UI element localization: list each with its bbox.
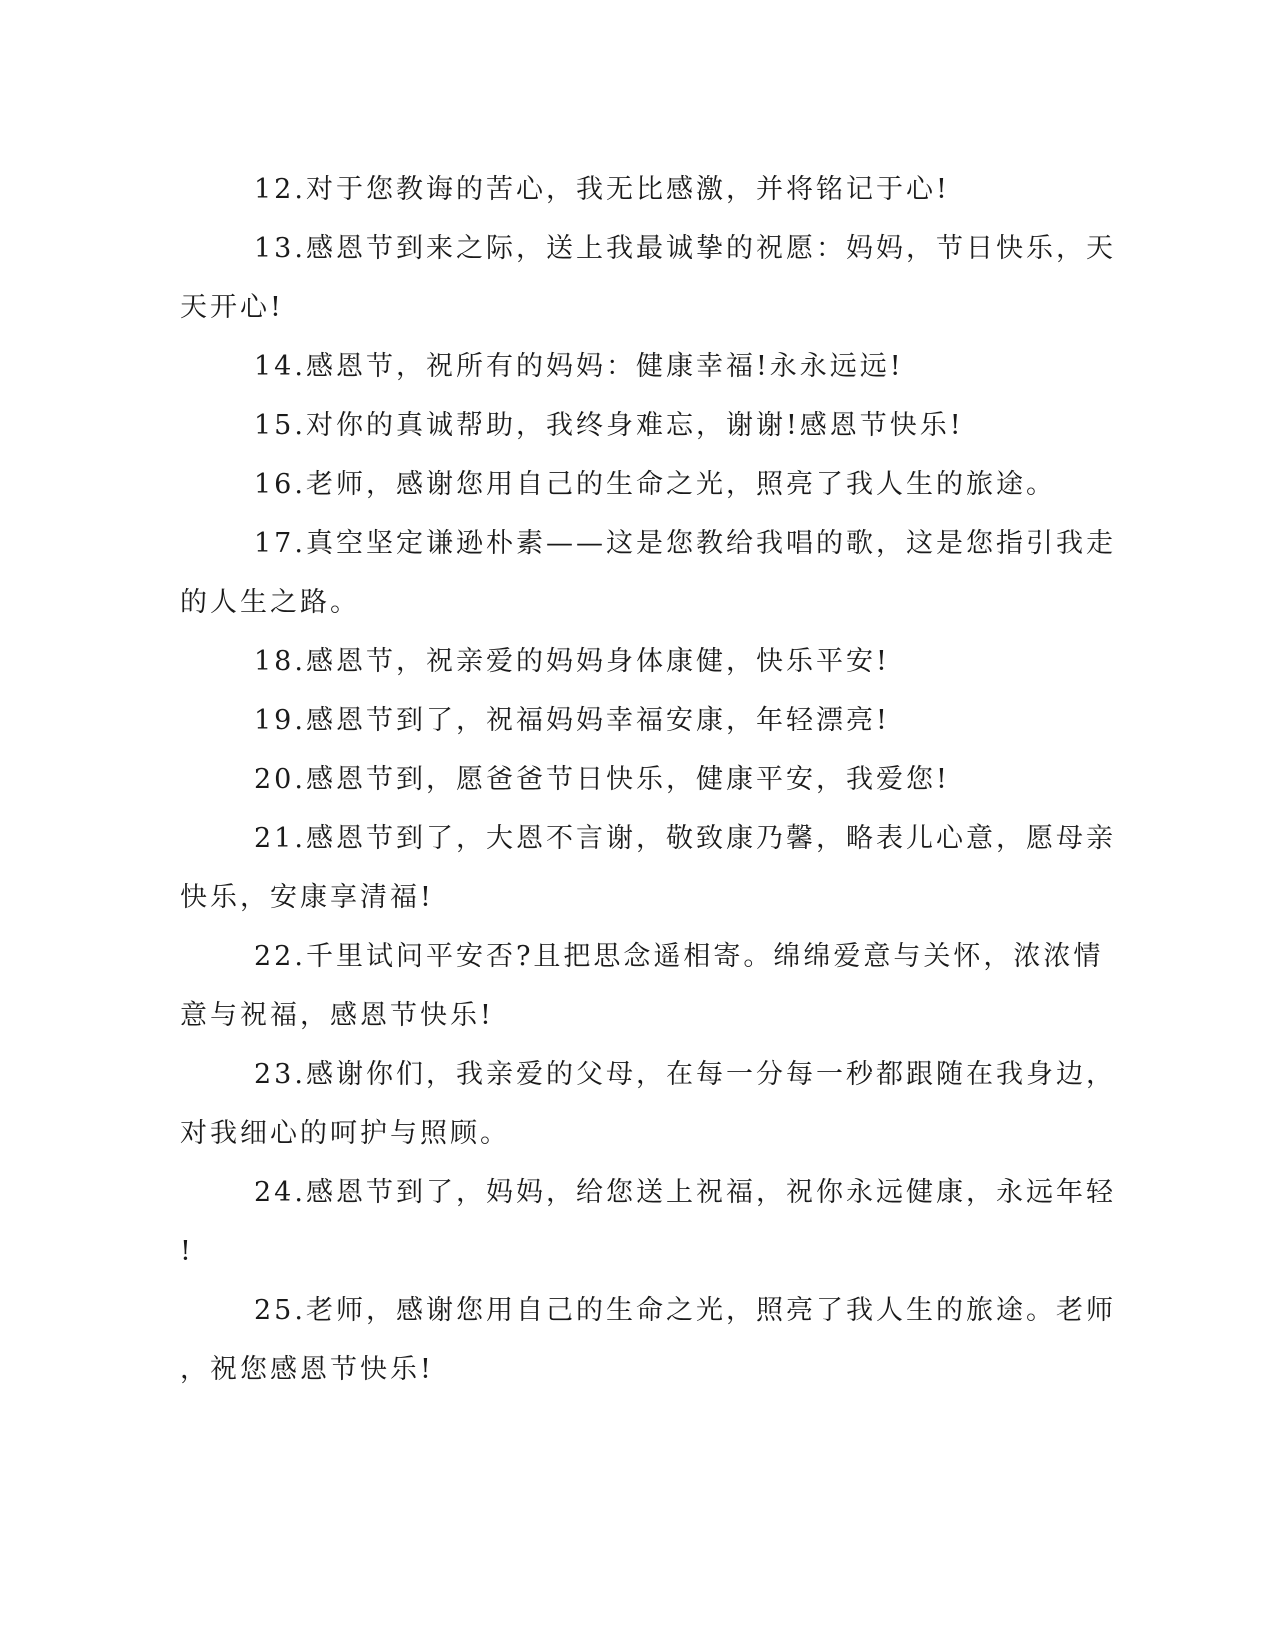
paragraph-line: 23.感谢你们，我亲爱的父母，在每一分每一秒都跟随在我身边， [254, 1059, 1116, 1090]
paragraph-line: 12.对于您教诲的苦心，我无比感激，并将铭记于心! [254, 174, 950, 205]
paragraph-line: ! [180, 1236, 194, 1267]
paragraph-line: 快乐，安康享清福! [180, 882, 434, 913]
paragraph-line: 天开心! [180, 292, 284, 323]
paragraph-line: 对我细心的呵护与照顾。 [180, 1118, 510, 1149]
paragraph-line: 的人生之路。 [180, 587, 360, 618]
paragraph-line: 22.千里试问平安否?且把思念遥相寄。绵绵爱意与关怀，浓浓情 [254, 941, 1104, 972]
document-body [180, 160, 1116, 1399]
paragraph-line: 25.老师，感谢您用自己的生命之光，照亮了我人生的旅途。老师 [254, 1295, 1116, 1326]
paragraph-line: 16.老师，感谢您用自己的生命之光，照亮了我人生的旅途。 [254, 469, 1056, 500]
paragraph-line: 21.感恩节到了，大恩不言谢，敬致康乃馨，略表儿心意，愿母亲 [254, 823, 1116, 854]
paragraph-line: 19.感恩节到了，祝福妈妈幸福安康，年轻漂亮! [254, 705, 890, 736]
paragraph-line: 17.真空坚定谦逊朴素——这是您教给我唱的歌，这是您指引我走 [254, 528, 1116, 559]
paragraph-line: 20.感恩节到，愿爸爸节日快乐，健康平安，我爱您! [254, 764, 950, 795]
paragraph-line: ，祝您感恩节快乐! [180, 1354, 434, 1385]
paragraph-line: 18.感恩节，祝亲爱的妈妈身体康健，快乐平安! [254, 646, 890, 677]
paragraph-line: 24.感恩节到了，妈妈，给您送上祝福，祝你永远健康，永远年轻 [254, 1177, 1116, 1208]
paragraph-line: 14.感恩节，祝所有的妈妈：健康幸福!永永远远! [254, 351, 904, 382]
paragraph-line: 15.对你的真诚帮助，我终身难忘，谢谢!感恩节快乐! [254, 410, 964, 441]
paragraph-line: 意与祝福，感恩节快乐! [180, 1000, 494, 1031]
paragraph-line: 13.感恩节到来之际，送上我最诚挚的祝愿：妈妈，节日快乐，天 [254, 233, 1116, 264]
